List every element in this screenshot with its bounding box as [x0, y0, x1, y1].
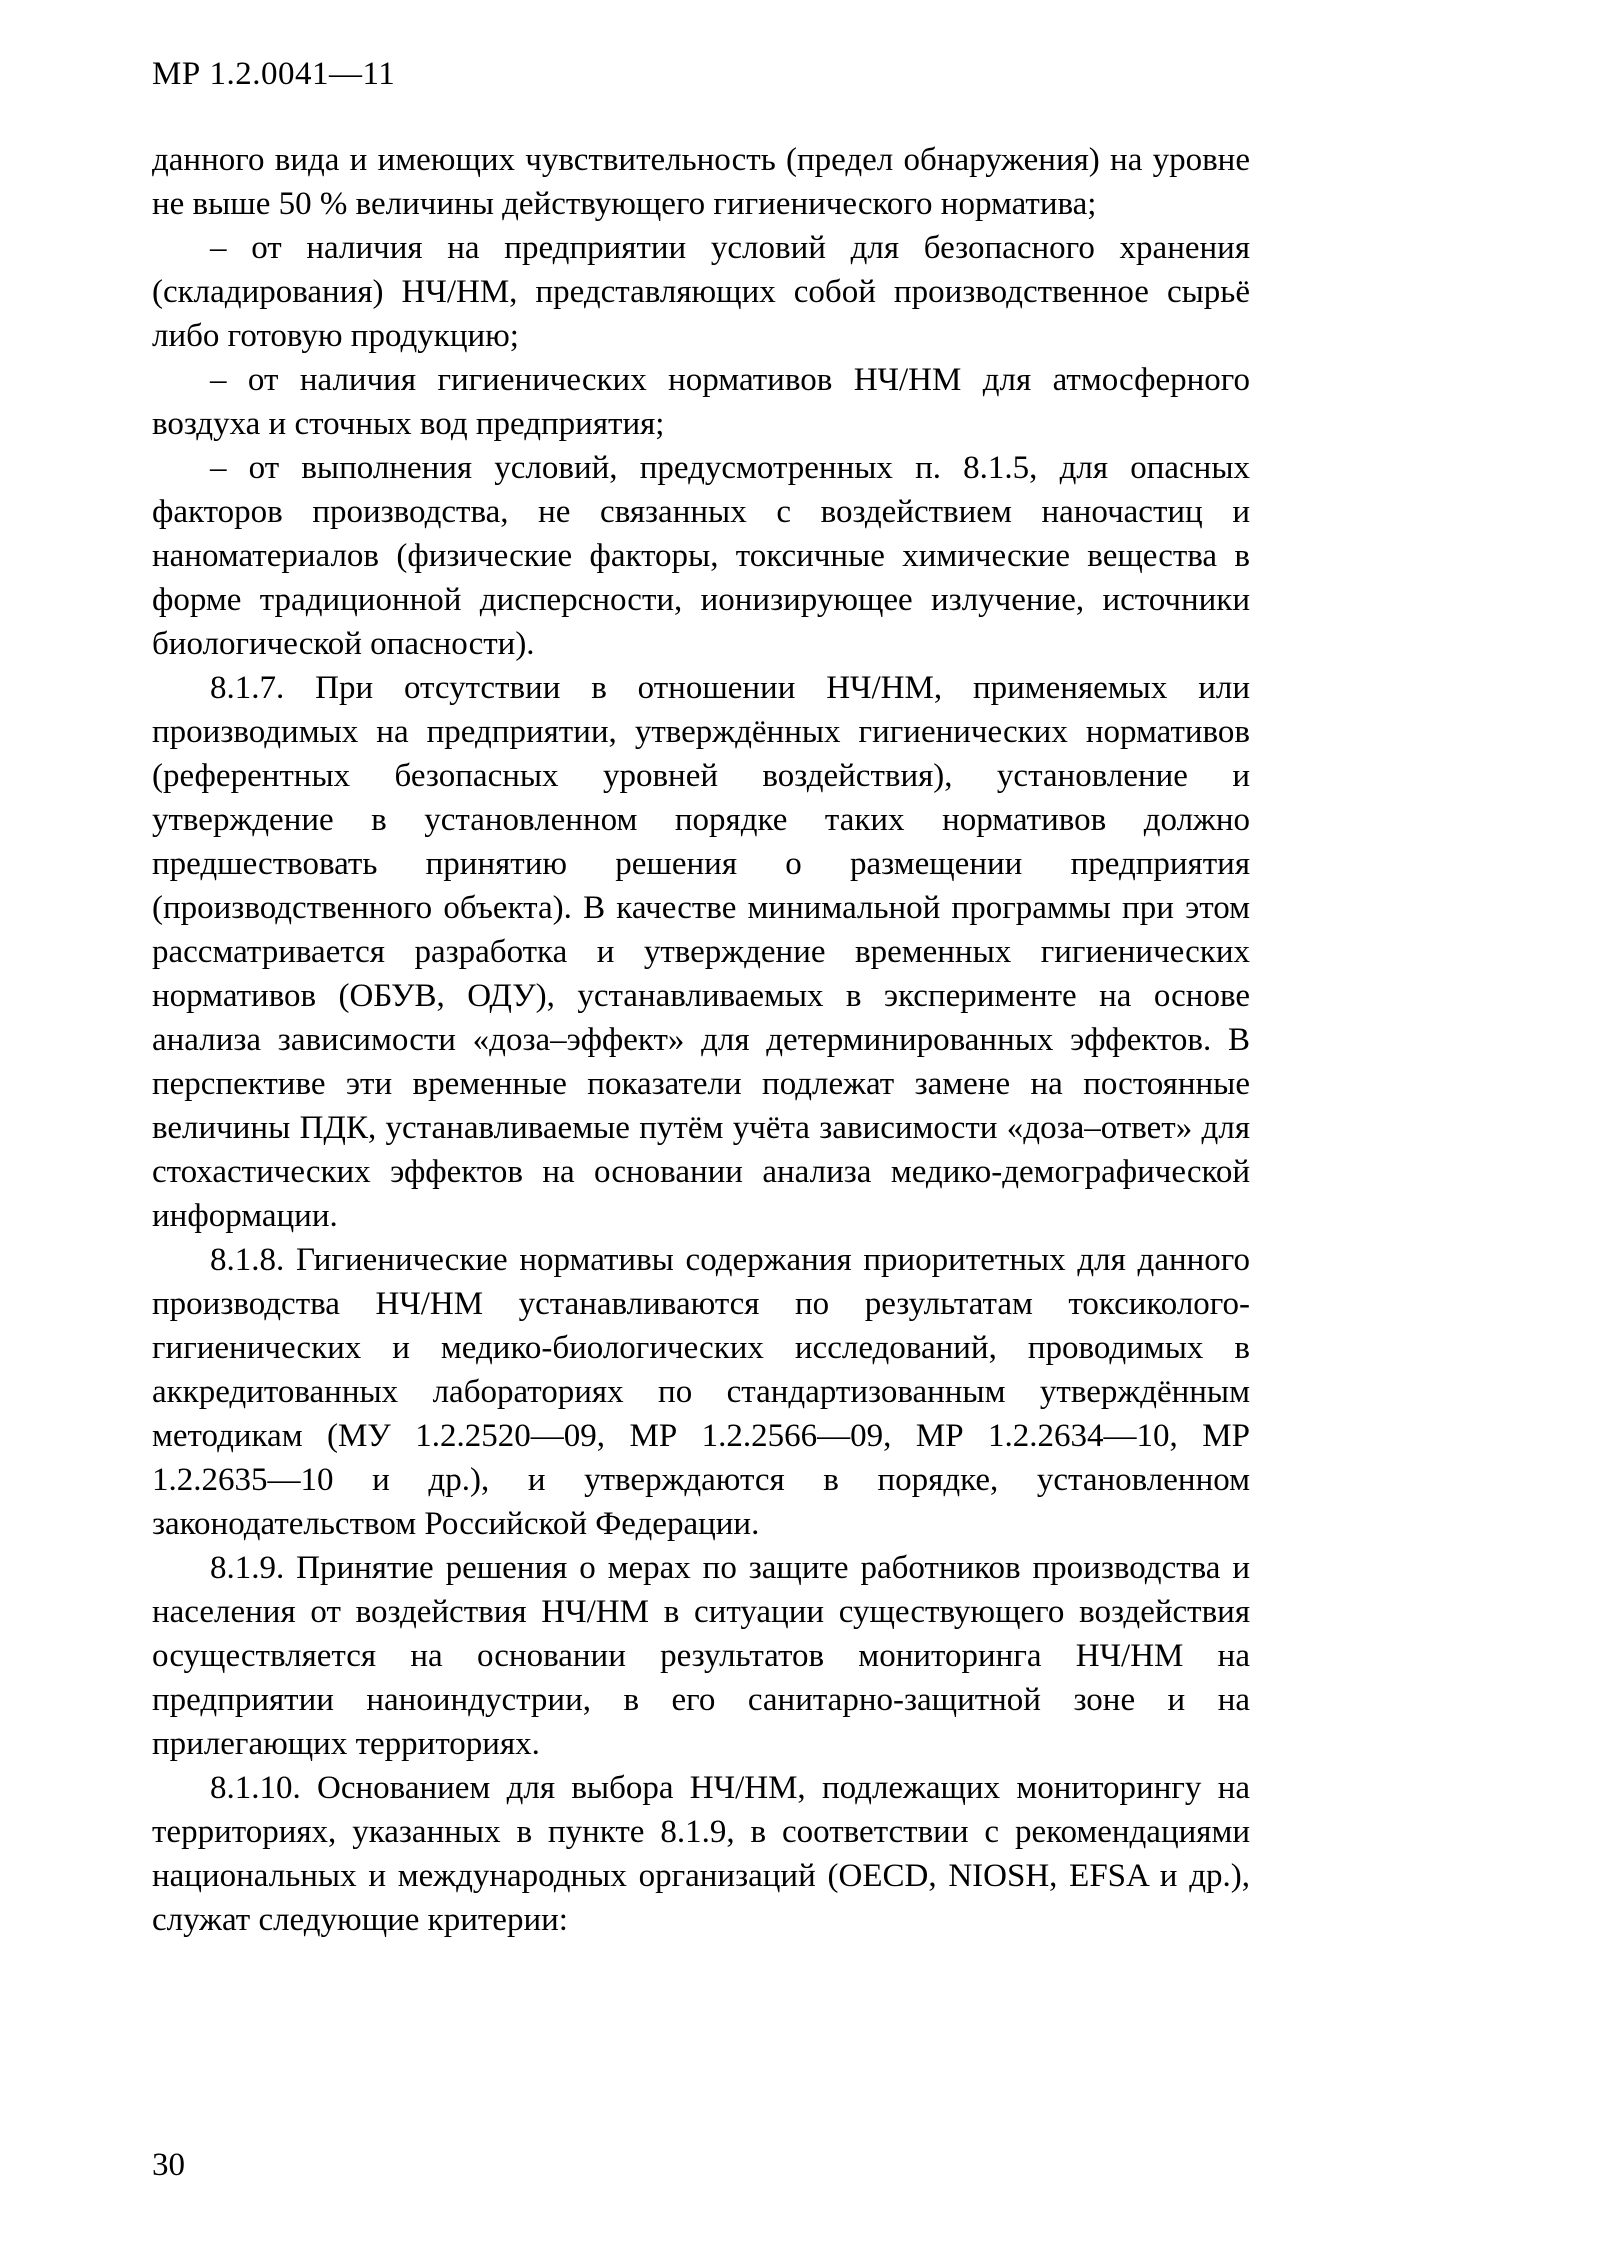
paragraph: 8.1.10. Основанием для выбора НЧ/НМ, подлежащих мониторингу на территориях, указанных в пункте 8.1.9, в соответствии с рекомендациями национальных и международных организаций (OECD, NIOSH, EFSA и др.), служат следующие критерии:	[152, 1770, 1250, 1938]
document-body	[152, 138, 1250, 1942]
paragraph: данного вида и имеющих чувствительность (предел обнаружения) на уровне не выше 50 % величины действующего гигиенического норматива;	[152, 142, 1250, 222]
paragraph: – от наличия гигиенических нормативов НЧ/НМ для атмосферного воздуха и сточных вод предприятия;	[152, 362, 1250, 442]
paragraph: 8.1.7. При отсутствии в отношении НЧ/НМ, применяемых или производимых на предприятии, утверждённых гигиенических нормативов (референтных безопасных уровней воздействия), установление и утверждение в установленном порядке таких нормативов должно предшествовать принятию решения о размещении предприятия (производственного объекта). В качестве минимальной программы при этом рассматривается разработка и утверждение временных гигиенических нормативов (ОБУВ, ОДУ), устанавливаемых в эксперименте на основе анализа зависимости «доза–эффект» для детерминированных эффектов. В перспективе эти временные показатели подлежат замене на постоянные величины ПДК, устанавливаемые путём учёта зависимости «доза–ответ» для стохастических эффектов на основании анализа медико-демографической информации.	[152, 670, 1250, 1234]
page-number: 30	[152, 2147, 185, 2183]
document-code-header: МР 1.2.0041—11	[152, 56, 396, 92]
paragraph: – от наличия на предприятии условий для безопасного хранения (складирования) НЧ/НМ, представляющих собой производственное сырьё либо готовую продукцию;	[152, 230, 1250, 354]
paragraph: – от выполнения условий, предусмотренных п. 8.1.5, для опасных факторов производства, не связанных с воздействием наночастиц и наноматериалов (физические факторы, токсичные химические вещества в форме традиционной дисперсности, ионизирующее излучение, источники биологической опасности).	[152, 450, 1250, 662]
paragraph: 8.1.9. Принятие решения о мерах по защите работников производства и населения от воздействия НЧ/НМ в ситуации существующего воздействия осуществляется на основании результатов мониторинга НЧ/НМ на предприятии наноиндустрии, в его санитарно-защитной зоне и на прилегающих территориях.	[152, 1550, 1250, 1762]
paragraph: 8.1.8. Гигиенические нормативы содержания приоритетных для данного производства НЧ/НМ устанавливаются по результатам токсиколого-гигиенических и медико-биологических исследований, проводимых в аккредитованных лабораториях по стандартизованным утверждённым методикам (МУ 1.2.2520—09, МР 1.2.2566—09, МР 1.2.2634—10, МР 1.2.2635—10 и др.), и утверждаются в порядке, установленном законодательством Российской Федерации.	[152, 1242, 1250, 1542]
